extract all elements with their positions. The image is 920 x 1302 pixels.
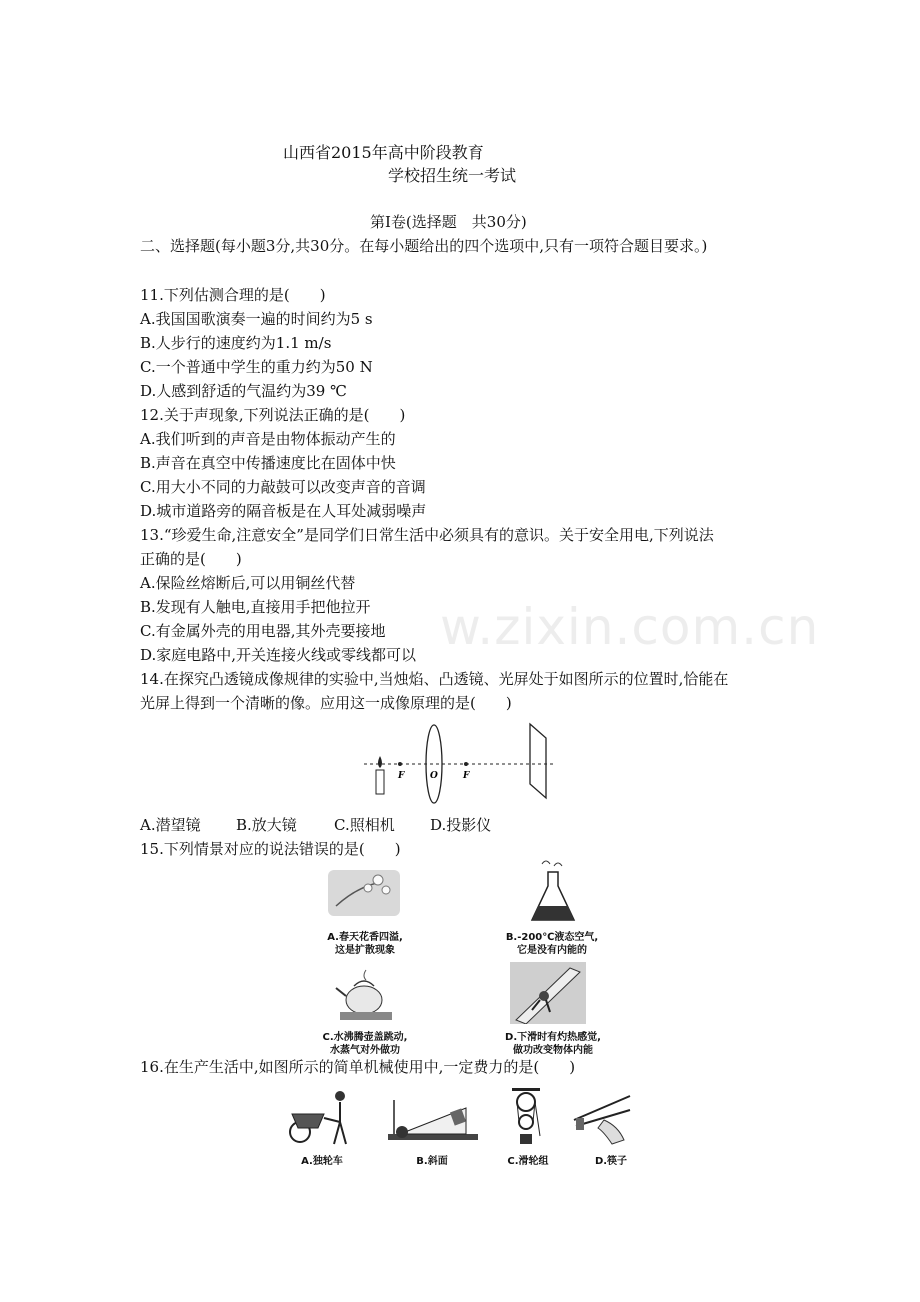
q14-stem-line1: 14.在探究凸透镜成像规律的实验中,当烛焰、凸透镜、光屏处于如图所示的位置时,恰能在 [140, 670, 729, 688]
q12-option-a: A.我们听到的声音是由物体振动产生的 [140, 430, 396, 448]
candle-icon [376, 770, 384, 794]
q11-stem: 11.下列估测合理的是( ) [140, 286, 326, 304]
q13-stem-line2: 正确的是( ) [140, 550, 242, 568]
q14-stem-line2: 光屏上得到一个清晰的像。应用这一成像原理的是( ) [140, 694, 512, 712]
watermark: w.zixin.com.cn [440, 598, 820, 656]
flask-picture [528, 858, 578, 926]
q11-option-b: B.人步行的速度约为1.1 m/s [140, 334, 332, 352]
light-screen [530, 724, 546, 798]
title-line-2: 学校招生统一考试 [388, 166, 517, 185]
pulley-picture [506, 1086, 546, 1148]
q16-caption-b: B.斜面 [416, 1156, 448, 1167]
q14-option-b: B.放大镜 [236, 816, 297, 834]
wheelbarrow-picture [288, 1088, 354, 1148]
q15-stem: 15.下列情景对应的说法错误的是( ) [140, 840, 401, 858]
part-title: 第Ⅰ卷(选择题 共30分) [370, 213, 527, 231]
q12-option-d: D.城市道路旁的隔音板是在人耳处减弱噪声 [140, 502, 427, 520]
incline-picture [386, 1094, 480, 1146]
convex-lens [426, 725, 442, 803]
q16-caption-c: C.滑轮组 [507, 1156, 549, 1167]
q13-option-c: C.有金属外壳的用电器,其外壳要接地 [140, 622, 386, 640]
q14-option-d: D.投影仪 [430, 816, 492, 834]
flame-icon [378, 756, 382, 768]
q15-caption-a-line1: A.春天花香四溢, [327, 932, 403, 943]
slide-picture [510, 962, 586, 1024]
q13-stem-line1: 13.“珍爱生命,注意安全”是同学们日常生活中必须具有的意识。关于安全用电,下列说法 [140, 526, 714, 544]
lens-diagram [360, 722, 560, 810]
section-instructions: 二、选择题(每小题3分,共30分。在每小题给出的四个选项中,只有一项符合题目要求。) [140, 237, 708, 255]
q11-option-c: C.一个普通中学生的重力约为50 N [140, 358, 373, 376]
q15-caption-d-line1: D.下滑时有灼热感觉, [505, 1032, 601, 1043]
q12-option-b: B.声音在真空中传播速度比在固体中快 [140, 454, 396, 472]
q15-caption-b-line2: 它是没有内能的 [517, 945, 587, 956]
q15-caption-c-line2: 水蒸气对外做功 [330, 1045, 400, 1056]
q16-caption-a: A.独轮车 [301, 1156, 343, 1167]
q15-caption-d-line2: 做功改变物体内能 [513, 1045, 593, 1056]
focal-point-right-label: F [463, 771, 470, 781]
q11-option-a: A.我国国歌演奏一遍的时间约为5 s [140, 310, 373, 328]
q14-option-a: A.潜望镜 [140, 816, 201, 834]
q16-caption-d: D.筷子 [594, 1156, 628, 1167]
q12-stem: 12.关于声现象,下列说法正确的是( ) [140, 406, 406, 424]
optical-center-label: O [430, 771, 438, 781]
title-line-1: 山西省2015年高中阶段教育 [283, 143, 484, 162]
kettle-picture [332, 966, 398, 1024]
q12-option-c: C.用大小不同的力敲鼓可以改变声音的音调 [140, 478, 426, 496]
q16-stem: 16.在生产生活中,如图所示的简单机械使用中,一定费力的是( ) [140, 1058, 576, 1076]
focal-point-left-label: F [398, 771, 405, 781]
q13-option-a: A.保险丝熔断后,可以用铜丝代替 [140, 574, 356, 592]
chopsticks-picture [568, 1090, 634, 1146]
q14-option-c: C.照相机 [334, 816, 395, 834]
q15-caption-b-line1: B.-200℃液态空气, [505, 932, 599, 943]
q15-caption-c-line1: C.水沸腾壶盖跳动, [322, 1032, 408, 1043]
q13-option-d: D.家庭电路中,开关连接火线或零线都可以 [140, 646, 417, 664]
q13-option-b: B.发现有人触电,直接用手把他拉开 [140, 598, 371, 616]
q15-caption-a-line2: 这是扩散现象 [335, 945, 395, 956]
flower-picture [328, 866, 400, 918]
q11-option-d: D.人感到舒适的气温约为39 ℃ [140, 382, 347, 400]
